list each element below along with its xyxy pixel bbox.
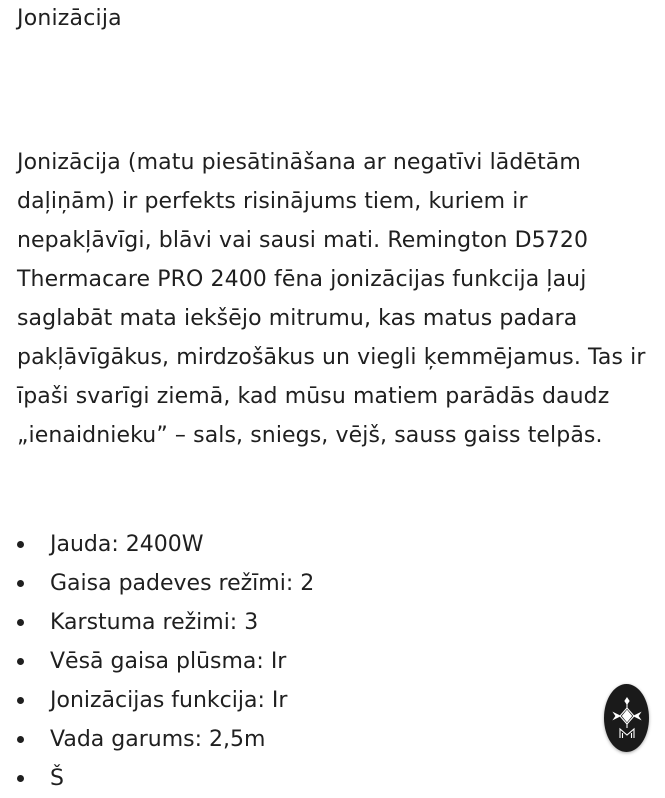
floating-action-button[interactable] [604,684,649,752]
specs-list [17,525,315,791]
article-content [17,0,649,791]
list-item: Karstuma režimi: 3 [17,603,314,642]
list-item: Vēsā gaisa plūsma: Ir [17,642,314,681]
list-item: Š [17,759,314,771]
brand-logo-icon [610,692,644,744]
list-item: Jonizācijas funkcija: Ir [17,681,314,720]
list-item: Gaisa padeves režīmi: 2 [17,564,314,603]
list-item: Jauda: 2400W [17,525,314,564]
list-item: Vada garums: 2,5m [17,720,314,759]
description-paragraph: Jonizācija (matu piesātināšana ar negatīvi lādētām daļiņām) ir perfekts risinājums tiem, kuriem ir nepakļāvīgi, blāvi vai sausi mati. Remington D5720 Thermacare PRO 2400 fēna jonizācijas funkcija ļauj saglabāt mata iekšējo mitrumu, kas matus padara pakļāvīgākus, mirdzošākus un viegli ķemmējamus. Tas ir īpaši svarīgi ziemā, kad mūsu matiem parādās daudz „ienaidnieku” – sals, sniegs, vējš, sauss gaiss telpās. [17,150,646,448]
section-heading: Jonizācija [17,6,122,31]
